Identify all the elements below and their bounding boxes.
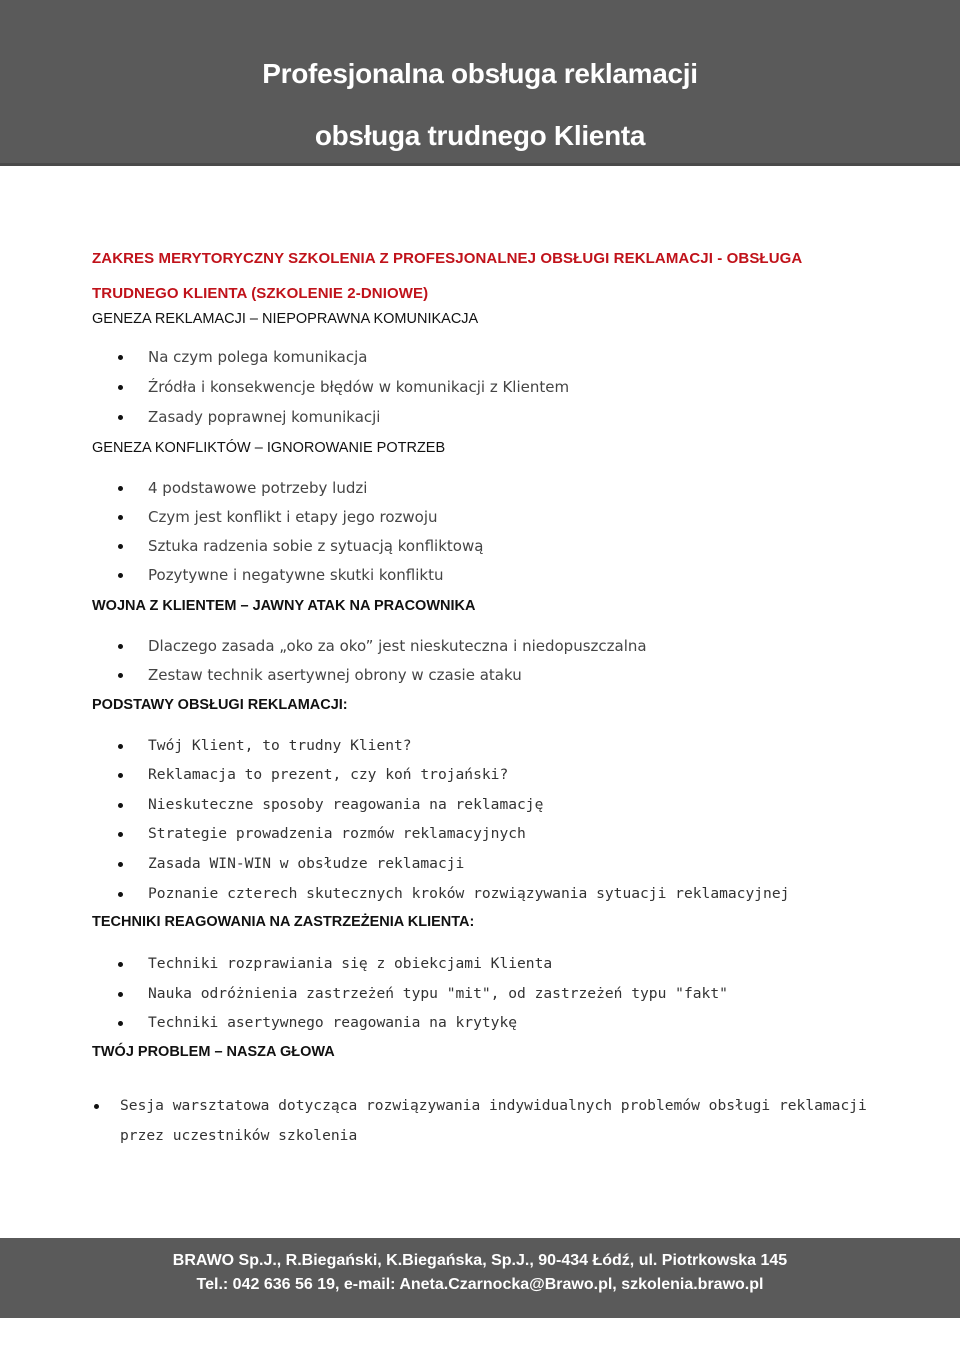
- bullet-icon: [118, 385, 123, 390]
- bullet-icon: [118, 544, 123, 549]
- list-item: Nieskuteczne sposoby reagowania na reklamację: [148, 796, 543, 813]
- list-item: Czym jest konflikt i etapy jego rozwoju: [148, 508, 438, 526]
- bullet-icon: [118, 486, 123, 491]
- list-item: Techniki asertywnego reagowania na krytykę: [148, 1014, 517, 1031]
- bullet-icon: [118, 992, 123, 997]
- page-header: [0, 0, 960, 166]
- list-item: Zasada WIN-WIN w obsłudze reklamacji: [148, 855, 464, 872]
- list-item: Reklamacja to prezent, czy koń trojański?: [148, 766, 508, 783]
- list-item: Twój Klient, to trudny Klient?: [148, 737, 412, 754]
- bullet-icon: [118, 573, 123, 578]
- bullet-icon: [118, 1021, 123, 1026]
- footer-address: BRAWO Sp.J., R.Biegański, K.Biegańska, Sp.J., 90-434 Łódź, ul. Piotrkowska 145: [172, 1252, 788, 1269]
- section-heading: PODSTAWY OBSŁUGI REKLAMACJI:: [92, 697, 348, 713]
- bullet-icon: [118, 892, 123, 897]
- bullet-icon: [118, 744, 123, 749]
- list-item: Na czym polega komunikacja: [148, 348, 367, 366]
- list-item-continuation: przez uczestników szkolenia: [120, 1127, 358, 1144]
- list-item: Strategie prowadzenia rozmów reklamacyjnych: [148, 825, 526, 842]
- bullet-icon: [118, 962, 123, 967]
- bullet-icon: [118, 862, 123, 867]
- header-title: Profesjonalna obsługa reklamacji: [262, 58, 698, 89]
- list-item: Zasady poprawnej komunikacji: [148, 408, 380, 426]
- bullet-icon: [118, 773, 123, 778]
- list-item: 4 podstawowe potrzeby ludzi: [148, 479, 367, 497]
- document-title-line1: ZAKRES MERYTORYCZNY SZKOLENIA Z PROFESJONALNEJ OBSŁUGI REKLAMACJI - OBSŁUGA: [92, 250, 803, 267]
- list-item: Nauka odróżnienia zastrzeżeń typu "mit", od zastrzeżeń typu "fakt": [148, 985, 728, 1002]
- bullet-icon: [118, 832, 123, 837]
- section-heading: WOJNA Z KLIENTEM – JAWNY ATAK NA PRACOWNIKA: [92, 598, 476, 614]
- document-title-line2: TRUDNEGO KLIENTA (SZKOLENIE 2-DNIOWE): [92, 285, 429, 302]
- list-item: Zestaw technik asertywnej obrony w czasie ataku: [148, 666, 522, 684]
- footer-contact: Tel.: 042 636 56 19, e-mail: Aneta.Czarnocka@Brawo.pl, szkolenia.brawo.pl: [196, 1276, 764, 1293]
- bullet-icon: [118, 515, 123, 520]
- list-item: Źródła i konsekwencje błędów w komunikacji z Klientem: [148, 378, 569, 396]
- bullet-icon: [118, 415, 123, 420]
- bullet-icon: [118, 355, 123, 360]
- section-heading: GENEZA REKLAMACJI – NIEPOPRAWNA KOMUNIKACJA: [92, 311, 479, 327]
- header-subtitle: obsługa trudnego Klienta: [314, 120, 646, 151]
- list-item: Poznanie czterech skutecznych kroków rozwiązywania sytuacji reklamacyjnej: [148, 885, 789, 902]
- header-divider: [0, 163, 960, 166]
- bullet-icon: [118, 644, 123, 649]
- list-item: Pozytywne i negatywne skutki konfliktu: [148, 566, 443, 584]
- page-footer: [0, 1238, 960, 1318]
- list-item: Sztuka radzenia sobie z sytuacją konfliktową: [148, 537, 483, 555]
- bullet-icon: [94, 1104, 99, 1109]
- list-item: Dlaczego zasada „oko za oko” jest nieskuteczna i niedopuszczalna: [148, 637, 647, 655]
- section-heading: TWÓJ PROBLEM – NASZA GŁOWA: [92, 1044, 335, 1060]
- list-item: Techniki rozprawiania się z obiekcjami Klienta: [148, 955, 552, 972]
- section-heading: GENEZA KONFLIKTÓW – IGNOROWANIE POTRZEB: [92, 440, 446, 456]
- bullet-icon: [118, 803, 123, 808]
- list-item: Sesja warsztatowa dotycząca rozwiązywania indywidualnych problemów obsługi reklamacji: [120, 1097, 867, 1114]
- bullet-icon: [118, 673, 123, 678]
- section-heading: TECHNIKI REAGOWANIA NA ZASTRZEŻENIA KLIENTA:: [92, 914, 475, 930]
